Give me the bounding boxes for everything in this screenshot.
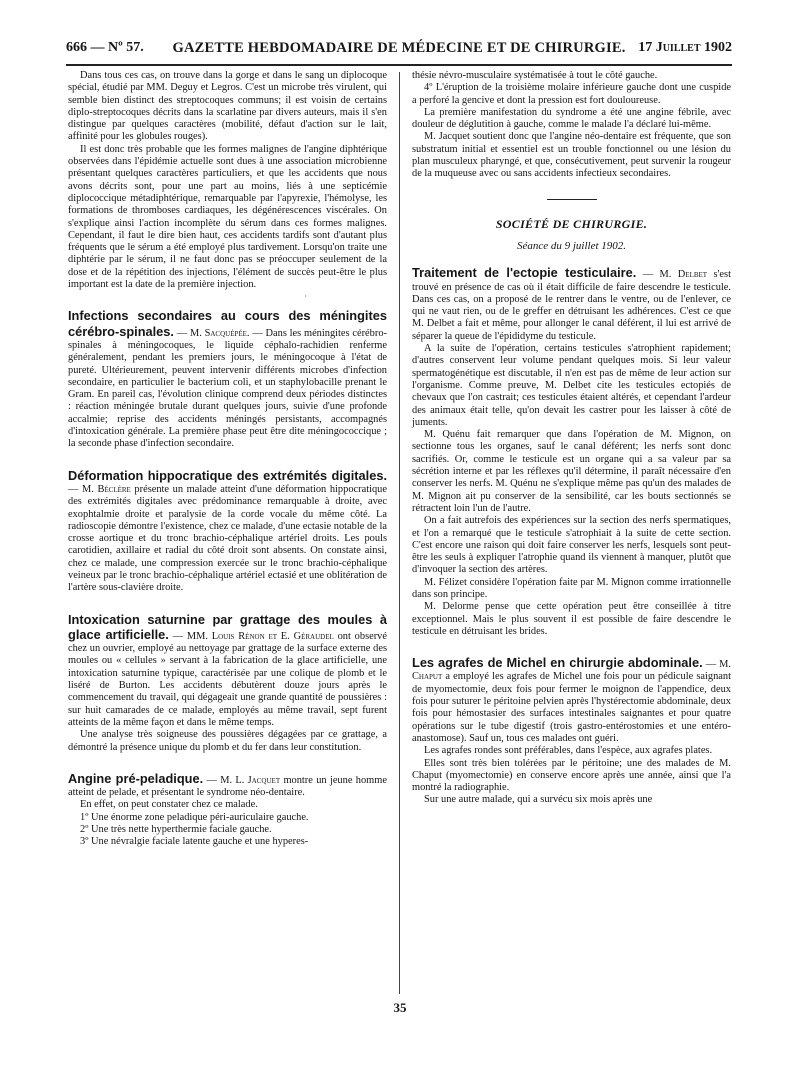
intro-paragraph-1: Dans tous ces cas, on trouve dans la gorge et dans le sang un diplocoque spécial, étudié par MM. Deguy et Legros. C'est un microbe très virulent, qui semble bien distinct des streptocoques communs; il est voisin de certains diplo-streptocoques décrits dans la scarlatine par divers auteurs, mais il s'en distingue par quelques caractères (mobilité, défaut d'action sur le lait, affinité pour les globules rouges). bbox=[68, 70, 387, 143]
section-intoxication: Intoxication saturnine par grattage des moules à glace artificielle. — MM. Louis Rénon et E. Géraudel ont observé chez un ouvrier, employé au nettoyage par grattage de la surface externe des moules ou « cellules » servant à la fabrication de la glace artificielle, une intoxication saturnine typique, caractérisée par une colique de plomb et le liséré de Burton. Les accidents débutèrent douze jours après le commencement du travail, qui dégageait une grande quantité de poussières : sur huit camarades de ce malade, employés au même travail, sept furent atteints de la même façon et dans le même temps. Une analyse très soigneuse des poussières dégagées par ce grattage, a démontré la présence unique du plomb et du fer dans leur constitution. bbox=[68, 611, 387, 753]
section-text: montre un jeune homme atteint de pelade, et présentant le syndrome néo-dentaire. bbox=[68, 774, 387, 799]
section-title: Intoxication saturnine par grattage des moules à glace artificielle. bbox=[68, 611, 387, 642]
section-infections: Infections secondaires au cours des méningites cérébro-spinales. — M. Sacquépée. — Dans les méningites cérébro-spinales à méningocoques, le liquide céphalo-rachidien renferme généralement, pendant les premiers jours, le méningocoque à l'état de pureté. Ultérieurement, peuvent intervenir différents microbes d'infection secondaire, en particulier le bacterium coli, et un staphylobacille prenant le Gram. En pareil cas, l'évolution clinique comprend deux périodes distinctes : réaction méningée brutale durant quelques jours, suivie d'une profonde accalmie; reprise des accidents méningés persistants, accompagnés d'intoxication générale. La première phase peut être dite méningococcique ; la seconde phase d'infection secondaire. bbox=[68, 308, 387, 450]
journal-title: GAZETTE HEBDOMADAIRE DE MÉDECINE ET DE CHIRURGIE. bbox=[172, 40, 626, 56]
paragraph: M. Delorme pense que cette opération peut être conseillée à titre exceptionnel. Mais le plus souvent il est possible de faire descendre le testicule en détruisant les brides. bbox=[412, 601, 731, 637]
paragraph: A la suite de l'opération, certains testicules s'atrophient rapidement; d'autres conservent leur volume pendant quelques mois. Si leur valeur spermatogénétique est discutable, il n'en est pas de même de leur action sur l'organisme. Comme preuve, M. Delbet cite les testicules ectopiés de chevaux que l'on castrait; ces testicules étaient altérés, et cependant l'ardeur des animaux était telle, qu'on devait les castrer pour les laisser à côté de juments. bbox=[412, 343, 731, 428]
intro-paragraph-2: Il est donc très probable que les formes malignes de l'angine diphtérique observées dans l'épidémie actuelle sont dues à une association microbienne présentant quelques caractères particuliers, et que les accidents que nous avons décrits sont, pour une part au moins, liés à une septicémie diplococcique métadiphtérique, remarquable par l'apyrexie, l'hémolyse, les formations de thromboses cardiaques, les dégénérescences viscérales. On s'explique ainsi l'action incomplète du sérum dans ces formes malignes. Cependant, il faut le dire bien haut, ces accidents tardifs sont d'autant plus fréquents que le sérum a été employé plus tardivement. Lorsqu'on traite une diphtérie par le sérum, il ne faut donc pas se préoccuper seulement de la dose et de la répétition des injections, l'élément de succès peut-être le plus important est la date de la première injection. bbox=[68, 143, 387, 291]
right-column bbox=[412, 70, 731, 807]
section-agrafes: Les agrafes de Michel en chirurgie abdominale. — M. Chaput a employé les agrafes de Michel une fois pour un pédicule saignant de myomectomie, deux fois pour fermer le moignon de l'appendice, deux fois pour suturer le péritoine pelvien après l'hystérectomie abdominale, deux fois pour hémostasier des surfaces intestinales saignantes et pour quatre opérations sur le tube digestif (trois gastro-entérostomies et une entéro-anastomose). Sauf un, tous ces malades ont guéri. Les agrafes rondes sont préférables, dans l'espèce, aux agrafes plates. Elles sont très bien tolérées par le péritoine; une des malades de M. Chaput (myomectomie) en conserve encore après une année, ainsi que l'a montré la radiographie. Sur une autre malade, qui a survécu six mois après une bbox=[412, 655, 731, 806]
list-item-4: 4º L'éruption de la troisième molaire inférieure gauche dont une cuspide a perforé la gencive et dont la pression est fort douloureuse. bbox=[412, 82, 731, 106]
section-title: Infections secondaires au cours des méningites cérébro-spinales. bbox=[68, 308, 387, 339]
section-separator bbox=[547, 199, 597, 200]
section-text: s'est trouvé en présence de cas où il était difficile de faire descendre le testicule. Dans ces cas, on a proposé de le rentrer dans le ventre, ou de l'enlever, ce qui ne vaut rien, ou de le greffer en détruisant les adhérences. C'est ce que M. Delbet a fait et même, pour allonger le canal déférent, il lui est arrivé de séparer la queue de l'épididyme du testicule. bbox=[412, 269, 731, 342]
section-authors: MM. Louis Rénon et E. Géraudel bbox=[186, 630, 334, 642]
page-number: 35 bbox=[393, 1000, 407, 1015]
section-author: M. L. Jacquet bbox=[220, 774, 281, 786]
section-deformation: Déformation hippocratique des extrémités digitales. — M. Béclère présente un malade atteint d'une déformation hippocratique des extrémités digitales avec prédominance remarquable à droite, avec exophtalmie droite et paralysie de la corde vocale du même côté. La radioscopie démontre l'existence, chez ce malade, d'une ectasie notable de la crosse aortique et du tronc brachio-céphalique artériel droits. Les pouls carotidien, axillaire et radial du côté droit sont absents. On constate ainsi, chez ce malade, une compression exercée sur le tronc brachio-céphalique veineux par le tronc brachio-céphalique artériel ectasié et une oblitération de l'artère sous-clavière droite. bbox=[68, 467, 387, 594]
society-heading: SOCIÉTÉ DE CHIRURGIE. bbox=[495, 216, 648, 231]
paragraph: M. Félizet considère l'opération faite par M. Mignon comme irrationnelle dans son principe. bbox=[412, 576, 731, 600]
section-title: Les agrafes de Michel en chirurgie abdominale. bbox=[412, 655, 703, 671]
paragraph: M. Jacquet soutient donc que l'angine néo-dentaire est fréquente, que son substratum initial et essentiel est un trouble fonctionnel ou une lésion du plan musculeux pharyngé, et que, consécutivement, peut survenir la rougeur de la muqueuse avec ou sans accidents infectieux secondaires. bbox=[412, 131, 731, 180]
paragraph: La première manifestation du syndrome a été une angine fébrile, avec douleur de déglutition à gauche, comme le malade l'a déclaré lui-même. bbox=[412, 106, 731, 131]
issue-date: 17 Juillet 1902 bbox=[638, 40, 732, 55]
section-text: présente un malade atteint d'une déformation hippocratique des extrémités digitales avec prédominance remarquable à droite, avec exophtalmie droite et paralysie de la corde vocale du même côté. La radioscopie démontre l'existence, chez ce malade, d'une ectasie notable de la crosse aortique et du tronc brachio-céphalique artériel droits. Les pouls carotidien, axillaire et radial du côté droit sont absents. On constate ainsi, chez ce malade, une compression exercée sur le tronc brachio-céphalique veineux par le tronc brachio-céphalique artériel ectasié et une oblitération de l'artère sous-clavière droite. bbox=[68, 483, 387, 594]
section-text: a employé les agrafes de Michel une fois pour un pédicule saignant de myomectomie, deux fois pour fermer le moignon de l'appendice, deux fois pour suturer le péritoine pelvien après l'hystérectomie abdominale, deux fois pour hémostasier des surfaces intestinales saignantes et pour quatre opérations sur le tube digestif (trois gastro-entérostomies et une entéro-anastomose). Sauf un, tous ces malades ont guéri. bbox=[412, 671, 731, 744]
section-title: Traitement de l'ectopie testiculaire. bbox=[412, 265, 637, 281]
section-text: Dans les méningites cérébro-spinales à méningocoques, le liquide céphalo-rachidien renferme généralement, pendant les premiers jours, le méningocoque à l'état de pureté. Ultérieurement, peuvent intervenir différents microbes d'infection secondaire, en particulier le bacterium coli, et un staphylobacille prenant le Gram. En pareil cas, l'évolution clinique comprend deux périodes distinctes : réaction méningée brutale durant quelques jours, suivie d'une profonde accalmie; reprise des accidents méningés persistants, accompagnés d'intoxication générale. La première phase peut être dite méningococcique ; la seconde phase d'infection secondaire. bbox=[68, 327, 387, 450]
list-item: 2º Une très nette hyperthermie faciale gauche. bbox=[80, 824, 272, 836]
continued-text: thésie névro-musculaire systématisée à tout le côté gauche. bbox=[412, 70, 658, 81]
section-author: M. Sacquépée. bbox=[189, 327, 250, 339]
paragraph: Elles sont très bien tolérées par le péritoine; une des malades de M. Chaput (myomectomie) en conserve encore après une année, ainsi que l'a montré la radiographie. bbox=[412, 757, 731, 794]
left-column: Dans tous ces cas, on trouve dans la gorge et dans le sang un diplocoque spécial, étudié par MM. Deguy et Legros. C'est un microbe très virulent, qui semble bien distinct des streptocoques communs; il est voisin de certains diplo-streptocoques décrits dans la scarlatine par divers auteurs, mais il s'en distingue par quelques caractères (mobilité, défaut d'action sur le lait, affinité pour les globules rouges). Il est donc très probable que les formes malignes de l'angine diphtérique observées dans l'épidémie actuelle sont dues à une association microbienne présentant quelques caractères particuliers, et que les accidents que nous avons décrits sont, pour une part au moins, liés à une septicémie diplococcique métadiphtérique, remarquable par l'apyrexie, l'hémolyse, les formations de thromboses cardiaques, les dégénérescences viscérales. On s'explique ainsi l'action incomplète du sérum dans ces formes malignes. Cependant, il faut le dire bien haut, ces accidents tardifs sont d'autant plus fréquents que le sérum a été employé plus tardivement. Lorsqu'on traite une diphtérie par le sérum, il ne faut donc pas se préoccuper seulement de la dose et de la répétition des injections, l'élément de succès peut-être le plus important est la date de la première injection. · Infections secondaires au cours des méningites cérébro-spinales. — M. Sacquépée. — Dans les méningites cérébro-spinales à méningocoques, le liquide céphalo-rachidien renferme généralement, pendant les premiers jours, le méningocoque à l'état de pureté. Ultérieurement, peuvent intervenir différents microbes d'infection secondaire, en particulier le bacterium coli, et un staphylobacille prenant le Gram. En pareil cas, l'évolution clinique comprend deux périodes distinctes : réaction méningée brutale durant quelques jours, suivie d'une profonde accalmie; reprise des accidents méningés persistants, accompagnés d'intoxication générale. La première phase peut être dite méningococcique ; la seconde phase d'infection secondaire. Déformation hippocratique des extrémités digitales. — M. Béclère présente un malade atteint d'une déformation hippocratique des extrémités digitales avec prédominance remarquable à droite, avec exophtalmie droite et paralysie de la corde vocale du même côté. La radioscopie démontre l'existence, chez ce malade, d'une ectasie notable de la crosse aortique et du tronc brachio-céphalique artériel droits. Les pouls carotidien, axillaire et radial du côté droit sont absents. On constate ainsi, chez ce malade, une compression exercée sur le tronc brachio-céphalique veineux par le tronc brachio-céphalique artériel ectasié et une oblitération de l'artère sous-clavière droite. Intoxication saturnine par grattage des moules à glace artificielle. — MM. Louis Rénon et E. Géraudel ont observé chez un ouvrier, employé au nettoyage par grattage de la surface externe des moules ou « cellules » servant à la fabrication de la glace artificielle, une intoxication saturnine typique, caractérisée par une colique de plomb et le liséré de Burton. Les accidents débutèrent douze jours après le commencement du travail, qui dégageait une grande quantité de poussières : sur huit camarades de ce malade, employés au même travail, sept furent atteints de la même façon et dans le même temps. Une analyse très soigneuse des poussières dégagées par ce grattage, a démontré la présence unique du plomb et du fer dans leur constitution. Angine pré-peladique. — M. L. Jacquet montre un jeune homme atteint de pelade, et présentant le syndrome néo-dentaire. En effet, on peut constater chez ce malade. 1º Une énorme zone peladique péri-auriculaire gauche. 2º Une très nette hyperthermie faciale gauche. 3º Une névralgie faciale latente gauche et une hyperes- bbox=[68, 70, 387, 848]
section-angine: Angine pré-peladique. — M. L. Jacquet montre un jeune homme atteint de pelade, et présentant le syndrome néo-dentaire. En effet, on peut constater chez ce malade. 1º Une énorme zone peladique péri-auriculaire gauche. 2º Une très nette hyperthermie faciale gauche. 3º Une névralgie faciale latente gauche et une hyperes- bbox=[68, 770, 387, 848]
section-author: M. Chaput bbox=[412, 659, 731, 683]
section-text-2: Une analyse très soigneuse des poussières dégagées par ce grattage, a démontré la présence unique du plomb et du fer dans leur constitution. bbox=[68, 729, 387, 753]
seance-date: Séance du 9 juillet 1902. bbox=[516, 239, 627, 252]
paragraph: On a fait autrefois des expériences sur la section des nerfs spermatiques, et l'on a remarqué que le testicule s'atrophiait à la suite de cette section. C'est encore une raison qui doit faire conserver les nerfs, lesquels sont peut-être les seuls à expliquer l'atrophie quand ils viennent à manquer, plutôt que d'invoquer la section des artères. bbox=[412, 515, 731, 576]
list-item: 1º Une énorme zone peladique péri-auriculaire gauche. bbox=[80, 811, 309, 823]
section-ectopie: Traitement de l'ectopie testiculaire. — M. Delbet s'est trouvé en présence de cas où il était difficile de faire descendre le testicule. Dans ces cas, on a proposé de le rentrer dans le ventre, ou de l'enlever, ce qui ne vaut rien, ou de le greffer en détruisant les adhérences. C'est ce que M. Delbet a fait et même, pour allonger le canal déférent, il lui est arrivé de séparer la queue de l'épididyme du testicule. A la suite de l'opération, certains testicules s'atrophient rapidement; d'autres conservent leur volume pendant quelques mois. Si leur valeur spermatogénétique est discutable, il n'en est pas de même de leur action sur l'organisme. Comme preuve, M. Delbet cite les testicules ectopiés de chevaux que l'on castrait; ces testicules étaient altérés, et cependant l'ardeur des animaux était telle, qu'on devait les castrer pour les laisser à côté de juments. M. Quénu fait remarquer que dans l'opération de M. Mignon, on sectionne tous les organes, sauf le canal déférent; les nerfs sont donc sacrifiés. Or, comme le testicule est un organe qui a sa valeur par sa sécrétion interne et par les réflexes qu'il détermine, il paraît nécessaire d'en conserver les nerfs. M. Quénu ne s'explique même pas qu'un des malades de M. Mignon ait pu conserver de la sensibilité, car les bouts sectionnés se rétractent loin l'un de l'autre. On a fait autrefois des expériences sur la section des nerfs spermatiques, et l'on a remarqué que le testicule s'atrophiait à la suite de cette section. C'est encore une raison qui doit faire conserver les nerfs, lesquels sont peut-être les seuls à expliquer l'atrophie quand ils viennent à manquer, plutôt que d'invoquer la section des artères. M. Félizet considère l'opération faite par M. Mignon comme irrationnelle dans son principe. M. Delorme pense que cette opération peut être conseillée à titre exceptionnel. Mais le plus souvent il est possible de faire descendre le testicule en détruisant les brides. bbox=[412, 265, 731, 637]
section-text-2: En effet, on peut constater chez ce malade. bbox=[80, 799, 258, 811]
section-title: Déformation hippocratique des extrémités digitales. bbox=[68, 467, 387, 483]
header-rule bbox=[66, 64, 732, 66]
column-divider bbox=[399, 72, 400, 994]
section-author: M. Béclère bbox=[82, 483, 131, 495]
paragraph: Les agrafes rondes sont préférables, dans l'espèce, aux agrafes plates. bbox=[424, 745, 713, 757]
paragraph: Sur une autre malade, qui a survécu six mois après une bbox=[424, 794, 653, 806]
section-title: Angine pré-peladique. bbox=[68, 770, 204, 786]
section-text: ont observé chez un ouvrier, employé au nettoyage par grattage de la surface externe des moules ou « cellules » servant à la fabrication de la glace artificielle, une intoxication saturnine typique, caractérisée par une colique de plomb et le liséré de Burton. Les accidents débutèrent douze jours après le commencement du travail, qui dégageait une grande quantité de poussières : sur huit camarades de ce malade, employés au même travail, sept furent atteints de la même façon et dans le même temps. bbox=[68, 630, 387, 728]
page-label: 666 — Nº 57. bbox=[66, 40, 144, 55]
running-header bbox=[66, 40, 732, 62]
section-author: M. Delbet bbox=[659, 269, 708, 281]
paragraph: M. Quénu fait remarquer que dans l'opération de M. Mignon, on sectionne tous les organes, sauf le canal déférent; les nerfs sont donc sacrifiés. Or, comme le testicule est un organe qui a sa valeur par sa sécrétion interne et par les réflexes qu'il détermine, il paraît nécessaire d'en conserver les nerfs. M. Quénu ne s'explique même pas qu'un des malades de M. Mignon ait pu conserver de la sensibilité, car les bouts sectionnés se rétractent loin l'un de l'autre. bbox=[412, 429, 731, 514]
list-item: 3º Une névralgie faciale latente gauche et une hyperes- bbox=[80, 836, 309, 848]
